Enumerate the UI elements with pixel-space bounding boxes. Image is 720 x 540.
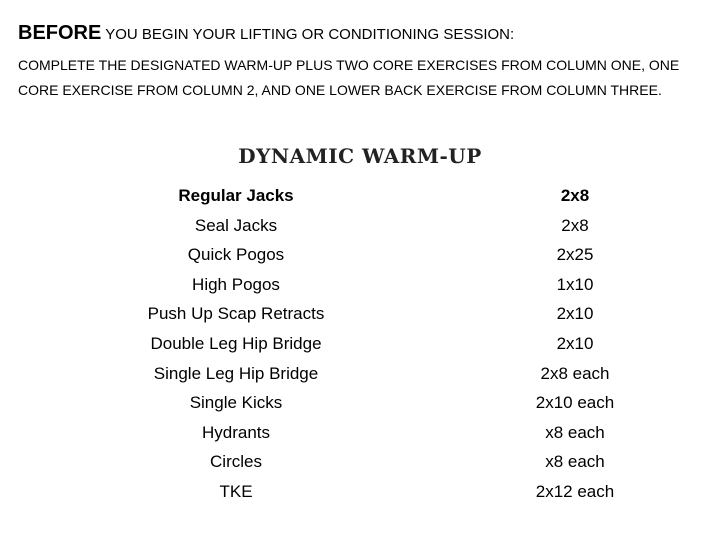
exercise-row xyxy=(0,299,720,329)
exercise-row xyxy=(0,270,720,300)
exercise-reps: 2x8 xyxy=(560,186,590,205)
exercise-reps: 2x10 xyxy=(556,333,594,353)
exercise-row xyxy=(0,211,720,241)
exercise-name: Single Kicks xyxy=(189,393,283,413)
exercise-name: High Pogos xyxy=(192,274,280,294)
exercise-reps: 2x25 xyxy=(556,245,594,265)
exercise-row xyxy=(0,240,720,270)
exercise-name: Double Leg Hip Bridge xyxy=(150,333,322,353)
exercise-reps: 2x8 each xyxy=(540,363,610,383)
exercise-row xyxy=(0,329,720,359)
exercise-name: Regular Jacks xyxy=(178,186,294,205)
exercise-reps: 2x10 each xyxy=(535,393,615,413)
exercise-reps: 2x10 xyxy=(556,304,594,324)
intro-instructions: COMPLETE THE DESIGNATED WARM-UP PLUS TWO CORE EXERCISES FROM COLUMN ONE, ONE CORE EXERCISE FROM COLUMN 2, AND ONE LOWER BACK EXERCISE FROM COLUMN THREE. xyxy=(18,57,680,98)
exercise-reps: x8 each xyxy=(545,452,605,472)
exercise-reps: 2x8 xyxy=(561,215,589,235)
section-title: DYNAMIC WARM-UP xyxy=(238,144,482,168)
exercise-reps: x8 each xyxy=(545,422,605,442)
exercise-row xyxy=(0,181,720,211)
exercise-name: Quick Pogos xyxy=(187,245,285,265)
exercise-row xyxy=(0,477,720,507)
exercise-name: Seal Jacks xyxy=(194,215,278,235)
intro-heading-text: YOU BEGIN YOUR LIFTING OR CONDITIONING SESSION: xyxy=(101,26,515,43)
exercise-name: Single Leg Hip Bridge xyxy=(153,363,319,383)
exercise-reps: 2x12 each xyxy=(535,481,615,501)
exercise-row xyxy=(0,447,720,477)
intro-heading xyxy=(18,22,514,45)
exercise-table xyxy=(0,181,720,507)
exercise-name: Push Up Scap Retracts xyxy=(147,304,325,324)
exercise-row xyxy=(0,418,720,448)
exercise-row xyxy=(0,388,720,418)
exercise-name: Circles xyxy=(210,452,262,472)
exercise-name: TKE xyxy=(219,481,253,501)
exercise-row xyxy=(0,359,720,389)
exercise-name: Hydrants xyxy=(201,422,271,442)
exercise-reps: 1x10 xyxy=(556,274,594,294)
intro-lead: BEFORE xyxy=(18,22,102,44)
